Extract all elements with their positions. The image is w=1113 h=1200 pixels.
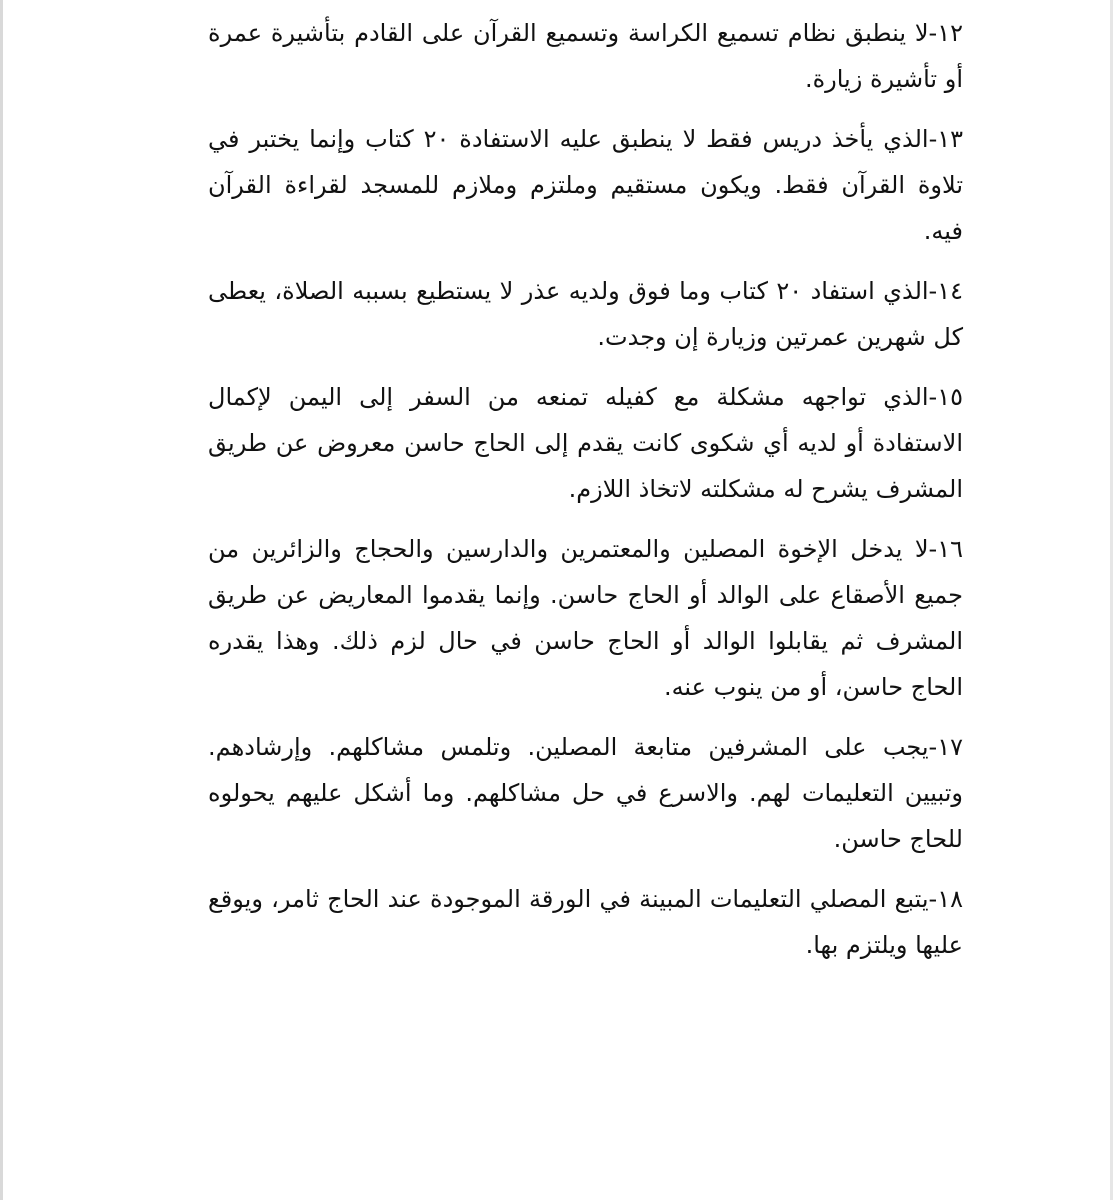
rule-item-14: ١٤-الذي استفاد ٢٠ كتاب وما فوق ولديه عذر لا يستطيع بسببه الصلاة، يعطى كل شهرين عمرتين وزيارة إن وجدت. bbox=[208, 277, 963, 351]
rule-item-16: ١٦-لا يدخل الإخوة المصلين والمعتمرين والدارسين والحجاج والزائرين من جميع الأصقاع على الوالد أو الحاج حاسن. وإنما يقدموا المعاريض عن طريق المشرف ثم يقابلوا الوالد أو الحاج حاسن في حال لزم ذلك. وهذا يقدره الحاج حاسن، أو من ينوب عنه. bbox=[208, 535, 963, 701]
rule-item-13: ١٣-الذي يأخذ دريس فقط لا ينطبق عليه الاستفادة ٢٠ كتاب وإنما يختبر في تلاوة القرآن فقط. ويكون مستقيم وملتزم وملازم للمسجد لقراءة القرآن فيه. bbox=[208, 125, 964, 245]
rule-item-15: ١٥-الذي تواجهه مشكلة مع كفيله تمنعه من السفر إلى اليمن لإكمال الاستفادة أو لديه أي شكوى كانت يقدم إلى الحاج حاسن معروض عن طريق المشرف يشرح له مشكلته لاتخاذ اللازم. bbox=[208, 383, 963, 503]
rule-item-12: ١٢-لا ينطبق نظام تسميع الكراسة وتسميع القرآن على القادم بتأشيرة عمرة أو تأشيرة زيارة. bbox=[208, 19, 963, 93]
rules-list bbox=[208, 10, 963, 982]
rule-item-17: ١٧-يجب على المشرفين متابعة المصلين. وتلمس مشاكلهم. وإرشادهم. وتبيين التعليمات لهم. والاسرع في حل مشاكلهم. وما أشكل عليهم يحولوه للحاج حاسن. bbox=[208, 733, 963, 853]
rule-item-18: ١٨-يتبع المصلي التعليمات المبينة في الورقة الموجودة عند الحاج ثامر، ويوقع عليها ويلتزم بها. bbox=[208, 885, 963, 959]
